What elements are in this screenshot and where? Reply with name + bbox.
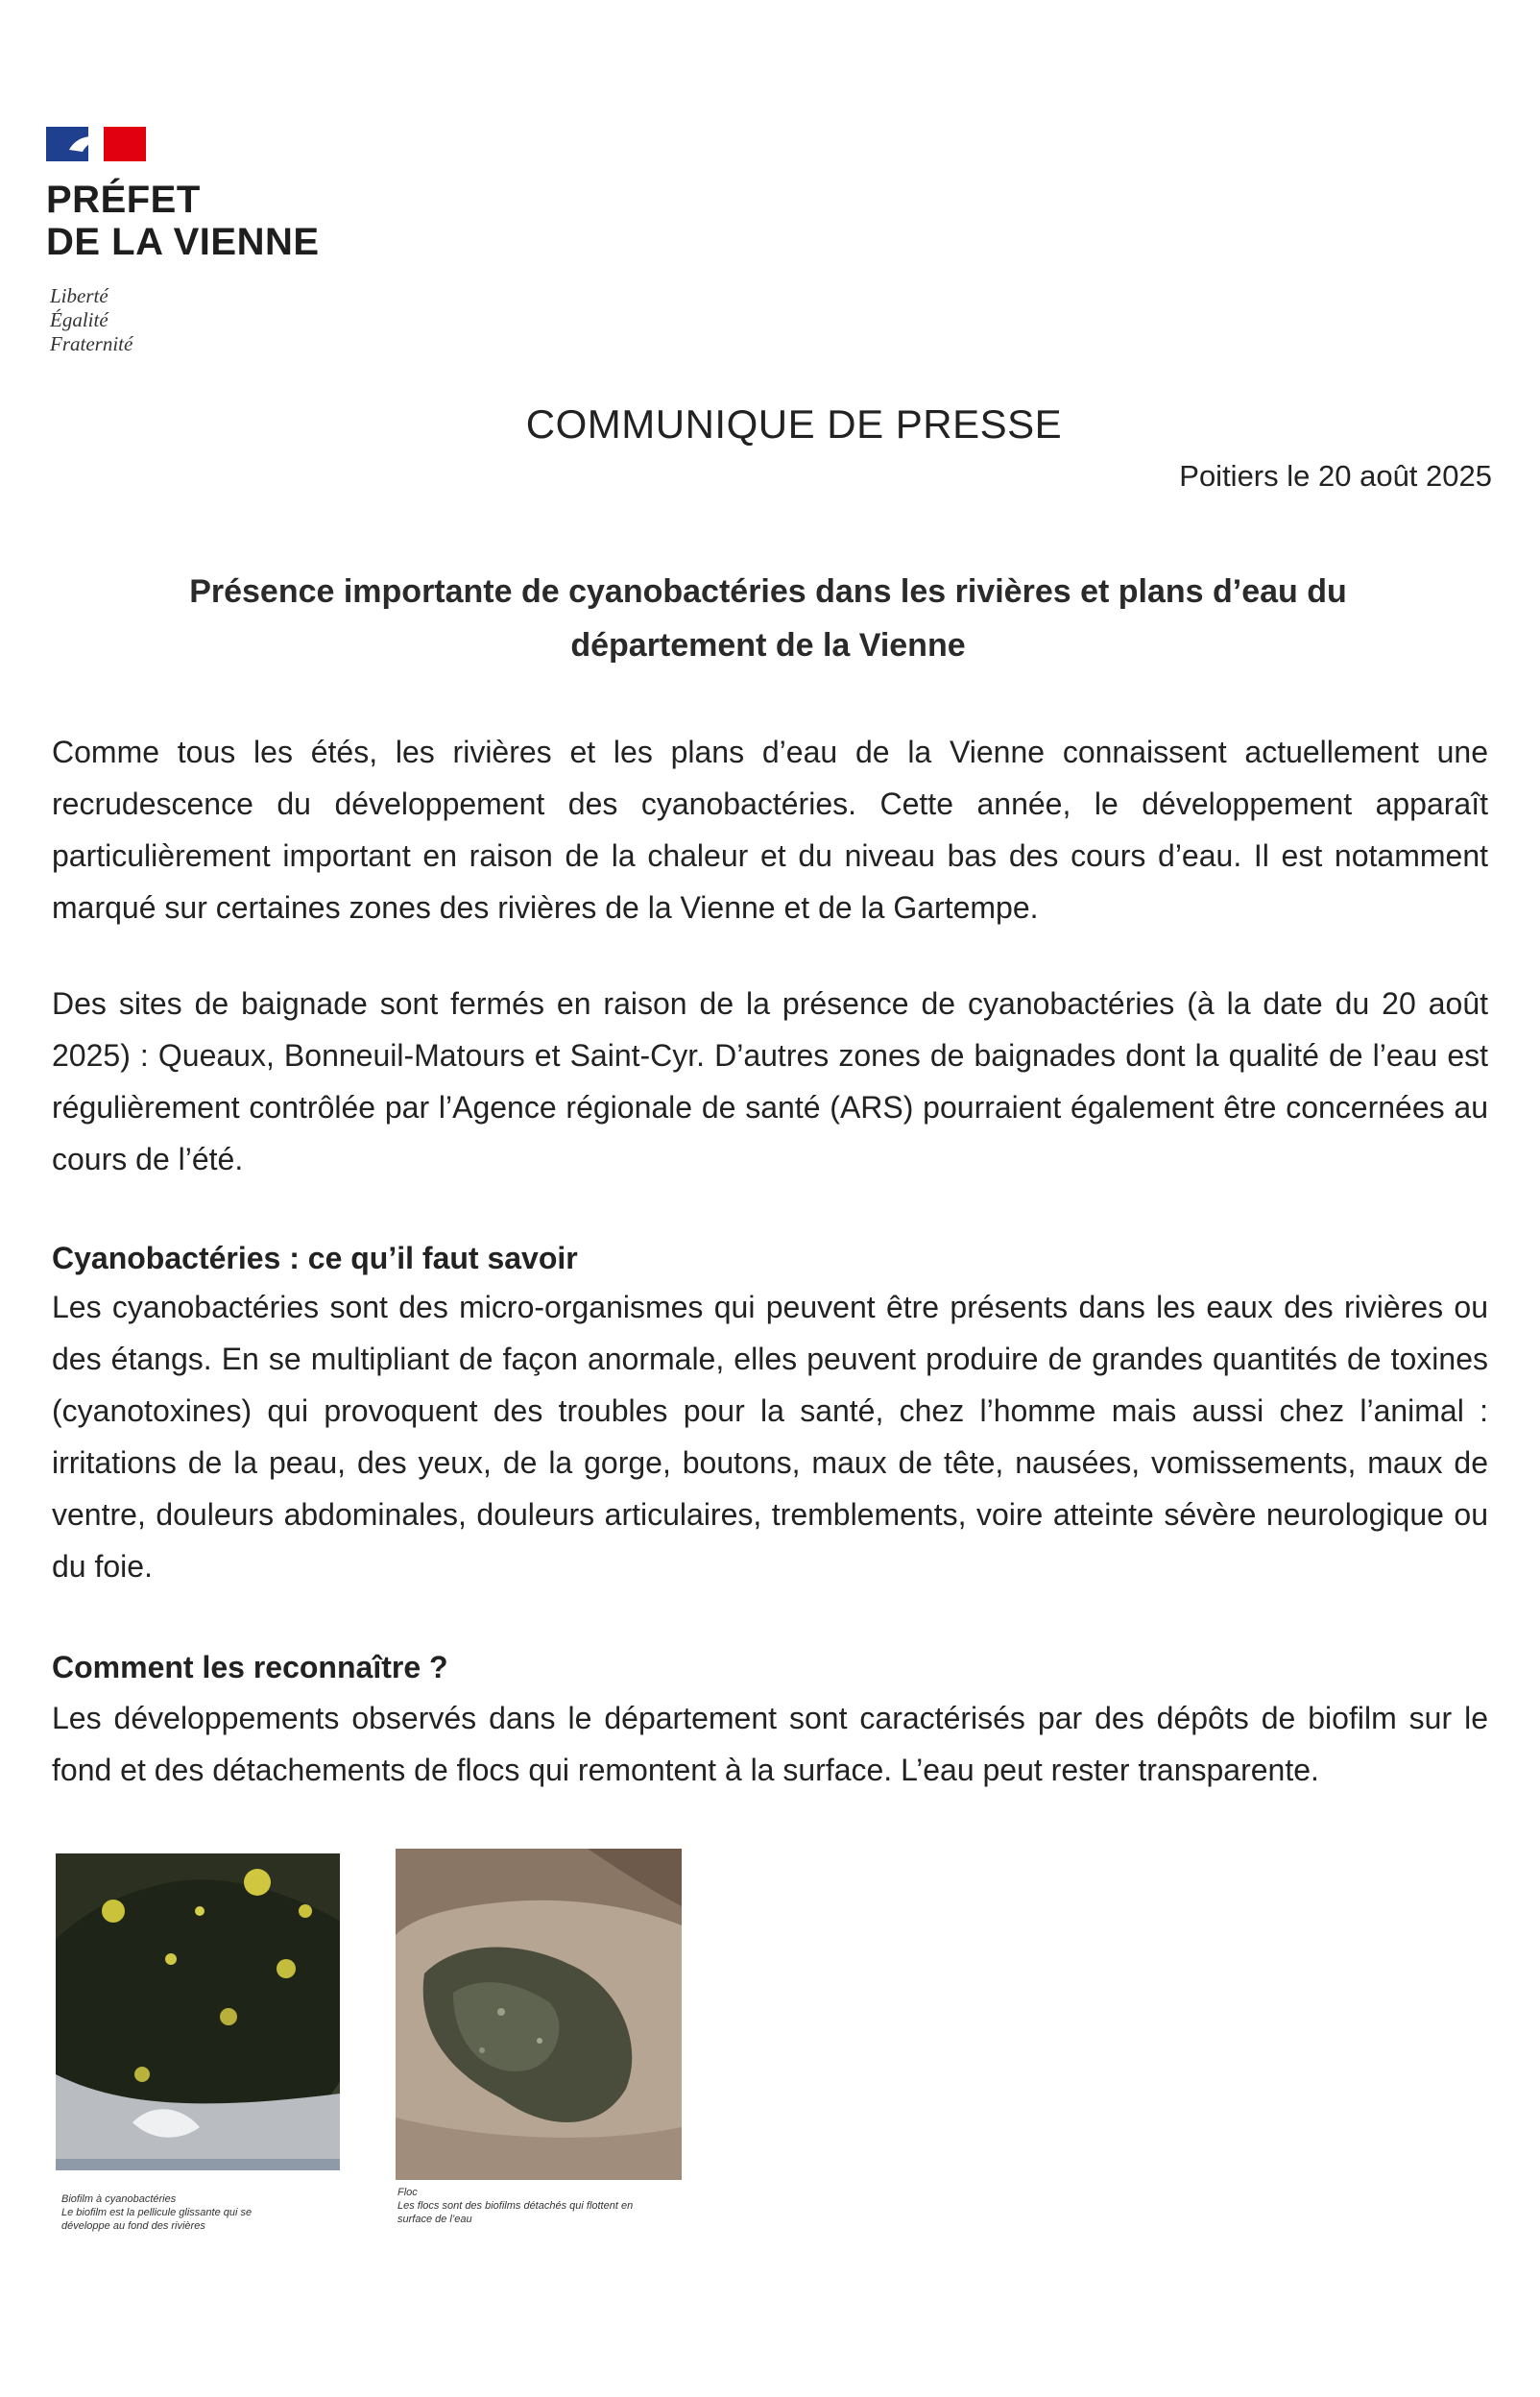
document-title: COMMUNIQUE DE PRESSE [525,401,1063,447]
institution-line1: PRÉFET [46,179,201,221]
motto-fraternite: Fraternité [50,332,133,355]
section-heading-what-to-know: Cyanobactéries : ce qu’il faut savoir [52,1241,578,1275]
floc-caption [397,2186,647,2226]
marianne-logo [46,123,146,165]
biofilm-caption-title: Biofilm à cyanobactéries [61,2193,177,2205]
institution-name [46,179,320,263]
headline: Présence importante de cyanobactéries dans les rivières et plans d’eau du département de la Vienne [189,573,1347,664]
motto-liberte: Liberté [50,284,108,307]
dateline: Poitiers le 20 août 2025 [1179,459,1492,493]
floc-photo [396,1849,682,2180]
marianne-profile-icon [67,133,106,154]
floc-caption-text: Les flocs sont des biofilms détachés qui flottent en surface de l’eau [397,2200,634,2225]
biofilm-photo [56,1853,340,2170]
biofilm-caption [61,2192,292,2233]
paragraph-closures: Des sites de baignade sont fermés en raison de la présence de cyanobactéries (à la date du 20 août 2025) : Queaux, Bonneuil-Matours et Saint-Cyr. D’autres zones de baignades dont la qualité de l’eau est régulièrement contrôlée par l’Agence régionale de santé (ARS) pourraient également être concernées au cours de l’été. [52,986,1488,1176]
paragraph-what-to-know: Les cyanobactéries sont des micro-organismes qui peuvent être présents dans les eaux des rivières ou des étangs. En se multipliant de façon anormale, elles peuvent produire de grandes quantités de toxines (cyanotoxines) qui provoquent des troubles pour la santé, chez l’homme mais aussi chez l’animal : irritations de la peau, des yeux, de la gorge, boutons, maux de tête, nausées, vomissements, maux de ventre, douleurs abdominales, douleurs articulaires, tremblements, voire atteinte sévère neurologique ou du foie. [52,1290,1488,1584]
tricolor-flag-icon [46,123,146,165]
paragraph-intro: Comme tous les étés, les rivières et les plans d’eau de la Vienne connaissent actuellement une recrudescence du développement des cyanobactéries. Cette année, le développement apparaît particulièrement important en raison de la chaleur et du niveau bas des cours d’eau. Il est notamment marqué sur certaines zones des rivières de la Vienne et de la Gartempe. [52,735,1488,925]
paragraph-recognize: Les développements observés dans le département sont caractérisés par des dépôts de biofilm sur le fond et des détachements de flocs qui remontent à la surface. L’eau peut rester transparente. [52,1701,1488,1787]
section-heading-recognize: Comment les reconnaître ? [52,1650,448,1684]
institution-line2: DE LA VIENNE [46,221,320,263]
biofilm-caption-text: Le biofilm est la pellicule glissante qui se développe au fond des rivières [61,2207,253,2232]
motto-egalite: Égalité [50,308,108,331]
republic-motto [50,284,132,356]
floc-caption-title: Floc [397,2187,418,2198]
